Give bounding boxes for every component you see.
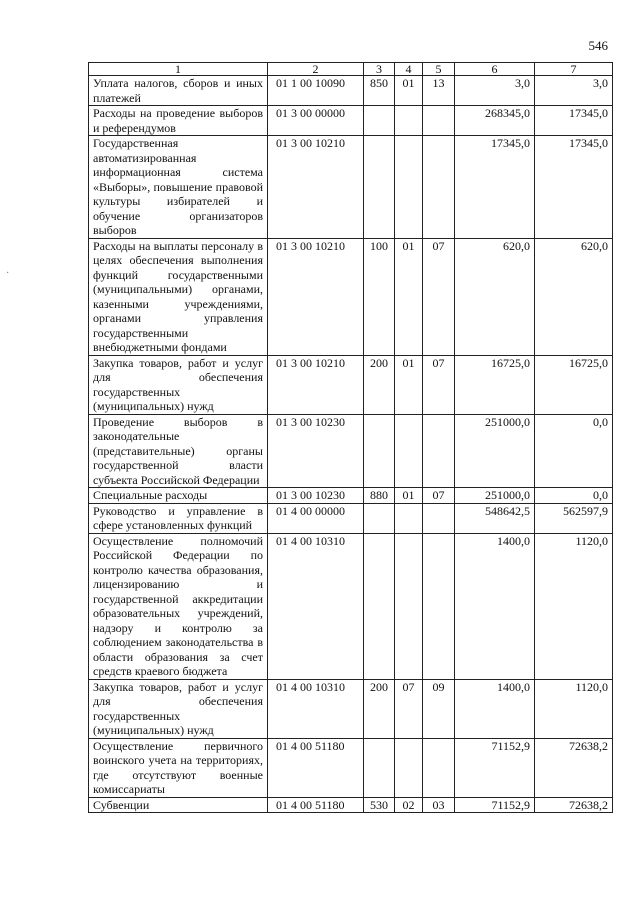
row-value-6: 251000,0	[455, 488, 535, 504]
row-col5	[423, 503, 455, 533]
row-col4	[395, 503, 423, 533]
row-col3	[364, 738, 395, 797]
row-col5: 09	[423, 679, 455, 738]
row-name: Осуществление первичного воинского учета на территориях, где отсутствуют военные комиссариаты	[89, 738, 268, 797]
row-value-6: 1400,0	[455, 679, 535, 738]
row-col5	[423, 414, 455, 488]
scan-speck: ·	[6, 268, 10, 279]
row-value-7: 1120,0	[535, 533, 613, 679]
row-name: Проведение выборов в законодательные (представительные) органы государственной власти субъекта Российской Федерации	[89, 414, 268, 488]
column-header: 2	[268, 63, 364, 76]
row-code: 01 3 00 10210	[268, 355, 364, 414]
row-col3: 200	[364, 679, 395, 738]
column-header: 3	[364, 63, 395, 76]
row-value-7: 620,0	[535, 238, 613, 355]
row-value-6: 3,0	[455, 76, 535, 106]
table-row	[89, 797, 613, 813]
row-col5: 03	[423, 797, 455, 813]
row-name: Закупка товаров, работ и услуг для обеспечения государственных (муниципальных) нужд	[89, 355, 268, 414]
table-row	[89, 679, 613, 738]
table-row	[89, 488, 613, 504]
row-value-7: 72638,2	[535, 738, 613, 797]
page-number: 546	[588, 38, 608, 53]
row-name: Субвенции	[89, 797, 268, 813]
row-name: Расходы на выплаты персоналу в целях обеспечения выполнения функций государственными (муниципальными) органами, казенными учреждениями, органами управления государственными внебюджетными фондами	[89, 238, 268, 355]
row-col4: 01	[395, 76, 423, 106]
column-header: 1	[89, 63, 268, 76]
row-col4	[395, 738, 423, 797]
row-col5: 13	[423, 76, 455, 106]
row-col3	[364, 533, 395, 679]
row-col3	[364, 414, 395, 488]
row-col5: 07	[423, 488, 455, 504]
row-col3	[364, 503, 395, 533]
row-col5	[423, 533, 455, 679]
row-value-7: 16725,0	[535, 355, 613, 414]
row-value-7: 72638,2	[535, 797, 613, 813]
row-code: 01 4 00 00000	[268, 503, 364, 533]
row-col4: 02	[395, 797, 423, 813]
row-col4: 01	[395, 355, 423, 414]
row-name: Руководство и управление в сфере установленных функций	[89, 503, 268, 533]
row-col3: 530	[364, 797, 395, 813]
row-value-7: 3,0	[535, 76, 613, 106]
row-col3: 100	[364, 238, 395, 355]
row-value-6: 17345,0	[455, 136, 535, 239]
row-value-7: 17345,0	[535, 136, 613, 239]
row-col4: 07	[395, 679, 423, 738]
row-code: 01 3 00 10210	[268, 136, 364, 239]
row-name: Закупка товаров, работ и услуг для обеспечения государственных (муниципальных) нужд	[89, 679, 268, 738]
row-name: Государственная автоматизированная информационная система «Выборы», повышение правовой культуры избирателей и обучение организаторов выборов	[89, 136, 268, 239]
table-row	[89, 106, 613, 136]
row-col5: 07	[423, 355, 455, 414]
table-row	[89, 738, 613, 797]
table-row	[89, 76, 613, 106]
row-value-6: 548642,5	[455, 503, 535, 533]
row-code: 01 4 00 51180	[268, 797, 364, 813]
row-col5	[423, 136, 455, 239]
row-col4	[395, 533, 423, 679]
row-value-6: 71152,9	[455, 738, 535, 797]
row-code: 01 4 00 10310	[268, 533, 364, 679]
table-row	[89, 503, 613, 533]
row-col4	[395, 106, 423, 136]
row-name: Осуществление полномочий Российской Федерации по контролю качества образования, лицензированию и государственной аккредитации образовательных учреждений, надзору и контролю за соблюдением законодательства в области образования за счет средств краевого бюджета	[89, 533, 268, 679]
row-value-7: 17345,0	[535, 106, 613, 136]
row-col3: 200	[364, 355, 395, 414]
row-col3	[364, 136, 395, 239]
column-header: 5	[423, 63, 455, 76]
table-row	[89, 238, 613, 355]
row-code: 01 3 00 00000	[268, 106, 364, 136]
table-row	[89, 533, 613, 679]
row-col4	[395, 414, 423, 488]
row-value-6: 71152,9	[455, 797, 535, 813]
row-value-6: 251000,0	[455, 414, 535, 488]
row-code: 01 1 00 10090	[268, 76, 364, 106]
row-col4: 01	[395, 238, 423, 355]
table-row	[89, 414, 613, 488]
budget-table	[88, 62, 613, 813]
row-col4: 01	[395, 488, 423, 504]
row-name: Уплата налогов, сборов и иных платежей	[89, 76, 268, 106]
row-value-6: 16725,0	[455, 355, 535, 414]
row-value-6: 268345,0	[455, 106, 535, 136]
row-code: 01 4 00 10310	[268, 679, 364, 738]
row-value-6: 1400,0	[455, 533, 535, 679]
row-value-7: 562597,9	[535, 503, 613, 533]
row-code: 01 3 00 10210	[268, 238, 364, 355]
row-col3: 880	[364, 488, 395, 504]
row-code: 01 4 00 51180	[268, 738, 364, 797]
column-header: 6	[455, 63, 535, 76]
row-value-6: 620,0	[455, 238, 535, 355]
row-col5	[423, 738, 455, 797]
table-row	[89, 355, 613, 414]
row-name: Специальные расходы	[89, 488, 268, 504]
row-code: 01 3 00 10230	[268, 488, 364, 504]
row-col5	[423, 106, 455, 136]
row-col4	[395, 136, 423, 239]
column-header: 7	[535, 63, 613, 76]
table-row	[89, 136, 613, 239]
row-col3: 850	[364, 76, 395, 106]
row-name: Расходы на проведение выборов и референдумов	[89, 106, 268, 136]
row-col3	[364, 106, 395, 136]
row-code: 01 3 00 10230	[268, 414, 364, 488]
column-header: 4	[395, 63, 423, 76]
row-col5: 07	[423, 238, 455, 355]
row-value-7: 0,0	[535, 488, 613, 504]
row-value-7: 0,0	[535, 414, 613, 488]
row-value-7: 1120,0	[535, 679, 613, 738]
header-row	[89, 63, 613, 76]
